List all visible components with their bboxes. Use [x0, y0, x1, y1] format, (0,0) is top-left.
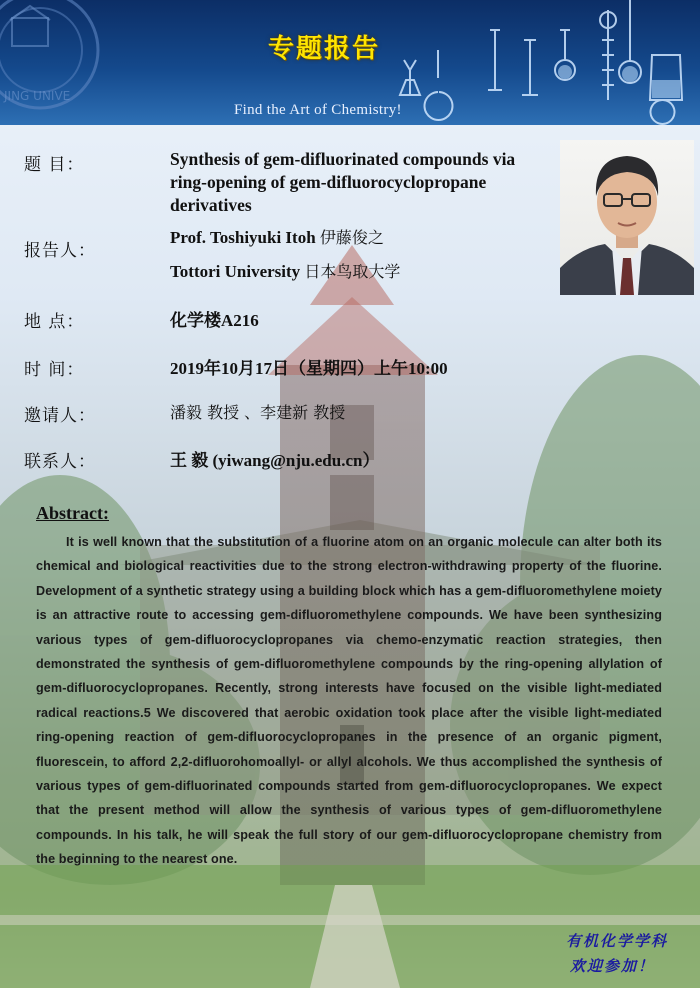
speaker-name-cn: 伊藤俊之 — [319, 228, 384, 247]
label-location: 地 点： — [24, 312, 85, 332]
talk-title: Synthesis of gem-difluorinated compounds via ring-opening of gem-difluorocyclopropane derivatives — [170, 149, 516, 215]
banner-slogan: Find the Art of Chemistry! — [234, 102, 402, 118]
affiliation-en: Tottori University — [170, 262, 301, 281]
svg-text:JING UNIVE: JING UNIVE — [4, 89, 71, 103]
label-title: 题 目： — [24, 155, 85, 175]
university-seal-icon — [0, 0, 105, 118]
label-speaker: 报告人： — [24, 241, 96, 261]
closing-line-1: 有机化学学科 — [566, 932, 669, 950]
affiliation-cn: 日本鸟取大学 — [304, 262, 401, 281]
speaker-affiliation — [170, 259, 400, 282]
contact-value: 王 毅 (yiwang@nju.edu.cn） — [170, 451, 380, 470]
label-inviter: 邀请人： — [24, 406, 96, 426]
abstract-text: It is well known that the substitution of a fluorine atom on an organic molecule can alter both its chemical and biological reactivities due to the strong electron-withdrawing property of the fluorine. Development of a synthetic strategy using a building block which has a gem-difluoromethylene moiety is an attractive route to accessing gem-difluoromethylene compounds. We have been synthesizing various types of gem-difluorocyclopropanes via chemo-enzymatic reaction strategies, then demonstrated the synthesis of gem-difluoromethylene compounds by the ring-opening allylation of gem-difluorocyclopropanes. Recently, strong interests have focused on the visible light-mediated radical reactions.5 We discovered that aerobic oxidation took place after the visible light-mediated ring-opening reaction of gem-difluorocyclopropanes in the presence of an organic pigment, fluorescein, to afford 2,2-difluorohomoallyl- or allyl alcohols. We thus accomplished the synthesis of various types of gem-difluorinated compounds started from gem-difluorocyclopropanes. We expect that the present method will allow the synthesis of various types of gem-difluoromethylene compounds. In his talk, he will speak the full story of our gem-difluorocyclopropane chemistry from the beginning to the nearest one. — [36, 535, 662, 867]
glassware-icon — [390, 0, 700, 125]
banner-title: 专题报告 — [268, 34, 381, 64]
label-contact: 联系人： — [24, 452, 96, 472]
header-banner — [0, 0, 700, 125]
abstract-heading: Abstract: — [36, 503, 109, 523]
closing-line-2: 欢迎参加！ — [570, 957, 656, 975]
inviter-value: 潘毅 教授 、李建新 教授 — [170, 403, 346, 422]
speaker-photo — [560, 140, 694, 295]
speaker-name-en: Prof. Toshiyuki Itoh — [170, 228, 316, 247]
speaker-name — [170, 225, 384, 248]
label-time: 时 间： — [24, 360, 85, 380]
location-value: 化学楼A216 — [170, 311, 259, 330]
time-value: 2019年10月17日（星期四）上午10:00 — [170, 359, 448, 378]
